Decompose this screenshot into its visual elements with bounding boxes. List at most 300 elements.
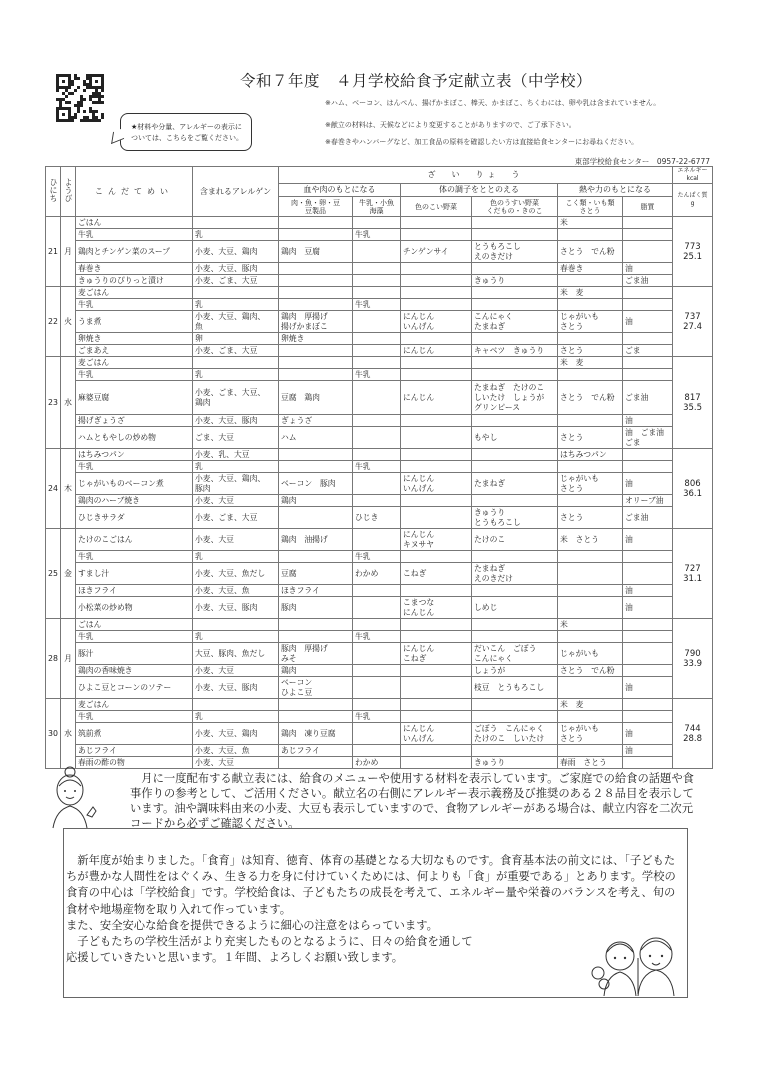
milk-smallfish-seaweed-cell bbox=[353, 241, 401, 263]
grain-potato-sugar-cell: 春雨 さとう bbox=[558, 757, 623, 769]
menu-name-cell: 牛乳 bbox=[76, 551, 193, 563]
dark-vegetable-cell: こまつな にんじん bbox=[401, 597, 472, 619]
header-dark-veg: 色のこい野菜 bbox=[401, 197, 472, 217]
center-contact: 東部学校給食センター 0957-22-6777 bbox=[574, 157, 710, 166]
dark-vegetable-cell: チンゲンサイ bbox=[401, 241, 472, 263]
meat-fish-egg-bean-cell: ベーコン ひよこ豆 bbox=[279, 677, 353, 699]
meat-fish-egg-bean-cell bbox=[279, 287, 353, 299]
light-vegetable-cell: とうもろこし えのきだけ bbox=[472, 241, 558, 263]
dark-vegetable-cell bbox=[401, 665, 472, 677]
menu-name-cell: すまし汁 bbox=[76, 563, 193, 585]
milk-smallfish-seaweed-cell: 牛乳 bbox=[353, 369, 401, 381]
milk-smallfish-seaweed-cell bbox=[353, 745, 401, 757]
light-vegetable-cell bbox=[472, 217, 558, 229]
fat-cell: 油 bbox=[623, 677, 673, 699]
menu-name-cell: ごはん bbox=[76, 619, 193, 631]
table-row bbox=[46, 461, 713, 473]
fat-cell: 油 bbox=[623, 311, 673, 333]
milk-smallfish-seaweed-cell bbox=[353, 449, 401, 461]
allergen-cell: 小麦、ごま、大豆 bbox=[193, 275, 279, 287]
menu-name-cell: はちみつパン bbox=[76, 449, 193, 461]
menu-name-cell: 鶏肉の香味焼き bbox=[76, 665, 193, 677]
milk-smallfish-seaweed-cell bbox=[353, 585, 401, 597]
grain-potato-sugar-cell bbox=[558, 495, 623, 507]
light-vegetable-cell bbox=[472, 287, 558, 299]
weekday-cell: 月 bbox=[61, 619, 76, 699]
header-meat: 肉・魚・卵・豆 豆製品 bbox=[279, 197, 353, 217]
dark-vegetable-cell bbox=[401, 461, 472, 473]
meat-fish-egg-bean-cell: 鶏肉 bbox=[279, 665, 353, 677]
allergen-cell: 乳 bbox=[193, 229, 279, 241]
menu-name-cell: ほきフライ bbox=[76, 585, 193, 597]
grain-potato-sugar-cell: 米 さとう bbox=[558, 529, 623, 551]
fat-cell bbox=[623, 287, 673, 299]
milk-smallfish-seaweed-cell: 牛乳 bbox=[353, 631, 401, 643]
table-row bbox=[46, 333, 713, 345]
meat-fish-egg-bean-cell bbox=[279, 461, 353, 473]
grain-potato-sugar-cell bbox=[558, 461, 623, 473]
allergen-cell: 小麦、大豆、魚だし bbox=[193, 563, 279, 585]
grain-potato-sugar-cell: じゃがいも さとう bbox=[558, 311, 623, 333]
milk-smallfish-seaweed-cell bbox=[353, 643, 401, 665]
note-3: ※春巻きやハンバーグなど、加工食品の原料を確認したい方は直接給食センターにお尋ねください。 bbox=[325, 138, 639, 146]
dark-vegetable-cell bbox=[401, 427, 472, 449]
light-vegetable-cell: きゅうり bbox=[472, 757, 558, 769]
light-vegetable-cell: こんにゃく たまねぎ bbox=[472, 311, 558, 333]
header-day: ひにち bbox=[46, 167, 61, 217]
table-row bbox=[46, 229, 713, 241]
allergen-cell: 小麦、大豆 bbox=[193, 529, 279, 551]
milk-smallfish-seaweed-cell bbox=[353, 427, 401, 449]
milk-smallfish-seaweed-cell bbox=[353, 381, 401, 415]
energy-protein-cell bbox=[673, 699, 713, 769]
allergen-cell bbox=[193, 357, 279, 369]
table-row bbox=[46, 631, 713, 643]
menu-name-cell: 卵焼き bbox=[76, 333, 193, 345]
allergen-cell: 大豆、豚肉、魚だし bbox=[193, 643, 279, 665]
light-vegetable-cell: たまねぎ えのきだけ bbox=[472, 563, 558, 585]
light-vegetable-cell bbox=[472, 699, 558, 711]
dark-vegetable-cell bbox=[401, 711, 472, 723]
allergy-message: 月に一度配布する献立表には、給食のメニューや使用する材料を表示しています。ご家庭での給食の話題や食事作りの参考として、ご活用ください。献立名の右側にアレルギー表示義務及び推奨のある２８品目を表示しています。油や調味料由来の小麦、大豆も表示していますので、食物アレルギーがある場合は、献立内容を二次元コードから必ずご確認ください。 bbox=[130, 772, 694, 830]
protein-value: 27.4 bbox=[683, 321, 702, 332]
note-1: ※ハム、ベーコン、はんぺん、揚げかまぼこ、棒天、かまぼこ、ちくわには、卵や乳は含まれていません。 bbox=[325, 99, 661, 107]
grain-potato-sugar-cell: 米 麦 bbox=[558, 357, 623, 369]
table-row bbox=[46, 643, 713, 665]
energy-protein-cell bbox=[673, 619, 713, 699]
fat-cell bbox=[623, 299, 673, 311]
meat-fish-egg-bean-cell bbox=[279, 299, 353, 311]
meat-fish-egg-bean-cell bbox=[279, 551, 353, 563]
protein-value: 28.8 bbox=[683, 733, 702, 744]
milk-smallfish-seaweed-cell: 牛乳 bbox=[353, 551, 401, 563]
fat-cell: 油 bbox=[623, 263, 673, 275]
menu-name-cell: ひじきサラダ bbox=[76, 507, 193, 529]
fat-cell bbox=[623, 229, 673, 241]
table-row bbox=[46, 585, 713, 597]
table-row bbox=[46, 677, 713, 699]
dark-vegetable-cell: にんじん こねぎ bbox=[401, 643, 472, 665]
fat-cell bbox=[623, 631, 673, 643]
light-vegetable-cell: ごぼう こんにゃく たけのこ しいたけ bbox=[472, 723, 558, 745]
grain-potato-sugar-cell bbox=[558, 299, 623, 311]
table-row bbox=[46, 357, 713, 369]
light-vegetable-cell: たまねぎ たけのこ しいたけ しょうが グリンピース bbox=[472, 381, 558, 415]
milk-smallfish-seaweed-cell bbox=[353, 699, 401, 711]
day-cell: 22 bbox=[46, 287, 61, 357]
header-group-blood: 血や肉のもとになる bbox=[279, 184, 401, 197]
table-row bbox=[46, 711, 713, 723]
menu-name-cell: たけのこごはん bbox=[76, 529, 193, 551]
allergen-cell: 小麦、大豆 bbox=[193, 495, 279, 507]
milk-smallfish-seaweed-cell: わかめ bbox=[353, 563, 401, 585]
dark-vegetable-cell bbox=[401, 275, 472, 287]
meat-fish-egg-bean-cell: 豚肉 厚揚げ みそ bbox=[279, 643, 353, 665]
table-row bbox=[46, 415, 713, 427]
fat-cell bbox=[623, 333, 673, 345]
menu-name-cell: きゅうりのぴりっと漬け bbox=[76, 275, 193, 287]
light-vegetable-cell bbox=[472, 369, 558, 381]
meat-fish-egg-bean-cell: ぎょうざ bbox=[279, 415, 353, 427]
light-vegetable-cell bbox=[472, 619, 558, 631]
dark-vegetable-cell bbox=[401, 631, 472, 643]
meat-fish-egg-bean-cell: 卵焼き bbox=[279, 333, 353, 345]
table-row bbox=[46, 449, 713, 461]
fat-cell bbox=[623, 551, 673, 563]
energy-value: 737 bbox=[684, 311, 701, 322]
dark-vegetable-cell bbox=[401, 357, 472, 369]
allergen-cell bbox=[193, 619, 279, 631]
table-row bbox=[46, 495, 713, 507]
milk-smallfish-seaweed-cell: 牛乳 bbox=[353, 229, 401, 241]
menu-name-cell: 小松菜の炒め物 bbox=[76, 597, 193, 619]
energy-protein-cell bbox=[673, 529, 713, 619]
milk-smallfish-seaweed-cell bbox=[353, 345, 401, 357]
grain-potato-sugar-cell bbox=[558, 711, 623, 723]
menu-name-cell: 牛乳 bbox=[76, 229, 193, 241]
allergen-cell: 小麦、大豆 bbox=[193, 757, 279, 769]
milk-smallfish-seaweed-cell bbox=[353, 263, 401, 275]
table-row bbox=[46, 723, 713, 745]
energy-value: 790 bbox=[684, 648, 701, 659]
allergen-cell: 小麦、大豆、鶏肉、 豚肉 bbox=[193, 473, 279, 495]
day-cell: 23 bbox=[46, 357, 61, 449]
allergen-cell: ごま、大豆 bbox=[193, 427, 279, 449]
meat-fish-egg-bean-cell: 鶏肉 豆腐 bbox=[279, 241, 353, 263]
dark-vegetable-cell: にんじん いんげん bbox=[401, 723, 472, 745]
light-vegetable-cell bbox=[472, 585, 558, 597]
meat-fish-egg-bean-cell bbox=[279, 699, 353, 711]
light-vegetable-cell bbox=[472, 495, 558, 507]
grain-potato-sugar-cell: 米 麦 bbox=[558, 287, 623, 299]
light-vegetable-cell bbox=[472, 229, 558, 241]
light-vegetable-cell bbox=[472, 551, 558, 563]
milk-smallfish-seaweed-cell bbox=[353, 529, 401, 551]
header-group-condition: 体の調子をととのえる bbox=[401, 184, 558, 197]
milk-smallfish-seaweed-cell: ひじき bbox=[353, 507, 401, 529]
day-cell: 30 bbox=[46, 699, 61, 769]
dark-vegetable-cell: にんじん bbox=[401, 345, 472, 357]
header-group-energy: 熱や力のもとになる bbox=[558, 184, 673, 197]
grain-potato-sugar-cell: 米 bbox=[558, 217, 623, 229]
fat-cell: ごま油 bbox=[623, 275, 673, 287]
allergen-cell: 乳 bbox=[193, 299, 279, 311]
meat-fish-egg-bean-cell bbox=[279, 619, 353, 631]
menu-name-cell: ごまあえ bbox=[76, 345, 193, 357]
greeting-paragraph: また、安全安心な給食を提供できるように細心の注意をはらっています。 bbox=[66, 918, 438, 932]
nutritionist-illustration-icon bbox=[43, 760, 128, 830]
grain-potato-sugar-cell: じゃがいも さとう bbox=[558, 473, 623, 495]
milk-smallfish-seaweed-cell: 牛乳 bbox=[353, 711, 401, 723]
milk-smallfish-seaweed-cell bbox=[353, 275, 401, 287]
menu-name-cell: 麻婆豆腐 bbox=[76, 381, 193, 415]
fat-cell bbox=[623, 461, 673, 473]
header-grain: こく類・いも類 さとう bbox=[558, 197, 623, 217]
allergen-cell: 乳 bbox=[193, 461, 279, 473]
menu-name-cell: 麦ごはん bbox=[76, 357, 193, 369]
fat-cell: ごま油 bbox=[623, 507, 673, 529]
menu-name-cell: 筑前煮 bbox=[76, 723, 193, 745]
light-vegetable-cell bbox=[472, 415, 558, 427]
allergen-cell: 小麦、大豆、豚肉 bbox=[193, 677, 279, 699]
allergen-cell: 卵 bbox=[193, 333, 279, 345]
dark-vegetable-cell bbox=[401, 449, 472, 461]
light-vegetable-cell bbox=[472, 461, 558, 473]
meat-fish-egg-bean-cell bbox=[279, 369, 353, 381]
fat-cell bbox=[623, 241, 673, 263]
light-vegetable-cell bbox=[472, 333, 558, 345]
meat-fish-egg-bean-cell bbox=[279, 229, 353, 241]
meat-fish-egg-bean-cell: 鶏肉 凍り豆腐 bbox=[279, 723, 353, 745]
qr-module bbox=[101, 119, 104, 122]
day-cell: 21 bbox=[46, 217, 61, 287]
fat-cell bbox=[623, 643, 673, 665]
grain-potato-sugar-cell bbox=[558, 745, 623, 757]
dark-vegetable-cell: にんじん キヌサヤ bbox=[401, 529, 472, 551]
meat-fish-egg-bean-cell: ほきフライ bbox=[279, 585, 353, 597]
menu-name-cell: 牛乳 bbox=[76, 461, 193, 473]
menu-name-cell: 春巻き bbox=[76, 263, 193, 275]
table-row bbox=[46, 369, 713, 381]
milk-smallfish-seaweed-cell bbox=[353, 217, 401, 229]
protein-value: 35.5 bbox=[683, 402, 702, 413]
menu-name-cell: 春雨の酢の物 bbox=[76, 757, 193, 769]
fat-cell bbox=[623, 357, 673, 369]
allergen-cell: 乳 bbox=[193, 551, 279, 563]
grain-potato-sugar-cell: さとう でん粉 bbox=[558, 241, 623, 263]
grain-potato-sugar-cell: さとう でん粉 bbox=[558, 665, 623, 677]
header-protein: たんぱく質 g bbox=[673, 184, 713, 217]
grain-potato-sugar-cell: さとう bbox=[558, 345, 623, 357]
light-vegetable-cell: キャベツ きゅうり bbox=[472, 345, 558, 357]
milk-smallfish-seaweed-cell bbox=[353, 619, 401, 631]
dark-vegetable-cell bbox=[401, 415, 472, 427]
energy-protein-cell bbox=[673, 287, 713, 357]
dark-vegetable-cell bbox=[401, 699, 472, 711]
meat-fish-egg-bean-cell: 鶏肉 bbox=[279, 495, 353, 507]
table-row bbox=[46, 275, 713, 287]
fat-cell bbox=[623, 619, 673, 631]
dark-vegetable-cell bbox=[401, 495, 472, 507]
menu-name-cell: じゃがいものベーコン煮 bbox=[76, 473, 193, 495]
allergen-cell bbox=[193, 217, 279, 229]
menu-table bbox=[45, 166, 713, 769]
header-ingredients: ざ い りょ う bbox=[279, 167, 673, 184]
grain-potato-sugar-cell: はちみつパン bbox=[558, 449, 623, 461]
weekday-cell: 木 bbox=[61, 449, 76, 529]
allergen-cell: 小麦、大豆、豚肉 bbox=[193, 263, 279, 275]
grain-potato-sugar-cell bbox=[558, 229, 623, 241]
table-row bbox=[46, 427, 713, 449]
milk-smallfish-seaweed-cell bbox=[353, 333, 401, 345]
milk-smallfish-seaweed-cell: わかめ bbox=[353, 757, 401, 769]
fat-cell bbox=[623, 711, 673, 723]
fat-cell bbox=[623, 449, 673, 461]
table-row bbox=[46, 299, 713, 311]
menu-name-cell: あじフライ bbox=[76, 745, 193, 757]
light-vegetable-cell bbox=[472, 631, 558, 643]
protein-value: 25.1 bbox=[683, 251, 702, 262]
milk-smallfish-seaweed-cell bbox=[353, 415, 401, 427]
allergen-cell bbox=[193, 287, 279, 299]
allergen-cell bbox=[193, 699, 279, 711]
fat-cell: 油 bbox=[623, 597, 673, 619]
grain-potato-sugar-cell: 米 bbox=[558, 619, 623, 631]
qr-code[interactable] bbox=[56, 74, 104, 122]
grain-potato-sugar-cell: じゃがいも さとう bbox=[558, 723, 623, 745]
allergen-cell: 小麦、ごま、大豆 bbox=[193, 507, 279, 529]
light-vegetable-cell: しめじ bbox=[472, 597, 558, 619]
menu-name-cell: 揚げぎょうざ bbox=[76, 415, 193, 427]
light-vegetable-cell: たけのこ bbox=[472, 529, 558, 551]
dark-vegetable-cell bbox=[401, 745, 472, 757]
energy-value: 817 bbox=[684, 392, 701, 403]
light-vegetable-cell bbox=[472, 299, 558, 311]
meat-fish-egg-bean-cell bbox=[279, 275, 353, 287]
table-row bbox=[46, 529, 713, 551]
grain-potato-sugar-cell: さとう でん粉 bbox=[558, 381, 623, 415]
grain-potato-sugar-cell: じゃがいも bbox=[558, 643, 623, 665]
allergen-cell: 小麦、大豆、魚 bbox=[193, 745, 279, 757]
grain-potato-sugar-cell: さとう bbox=[558, 427, 623, 449]
menu-name-cell: うま煮 bbox=[76, 311, 193, 333]
fat-cell bbox=[623, 369, 673, 381]
energy-protein-cell bbox=[673, 217, 713, 287]
grain-potato-sugar-cell bbox=[558, 677, 623, 699]
light-vegetable-cell bbox=[472, 357, 558, 369]
grain-potato-sugar-cell bbox=[558, 551, 623, 563]
fat-cell bbox=[623, 665, 673, 677]
dark-vegetable-cell bbox=[401, 287, 472, 299]
energy-protein-cell bbox=[673, 357, 713, 449]
dark-vegetable-cell: にんじん いんげん bbox=[401, 311, 472, 333]
menu-name-cell: ひよこ豆とコーンのソテー bbox=[76, 677, 193, 699]
grain-potato-sugar-cell bbox=[558, 563, 623, 585]
meat-fish-egg-bean-cell: 鶏肉 厚揚げ 揚げかまぼこ bbox=[279, 311, 353, 333]
note-2: ※献立の材料は、天候などにより変更することがありますので、ご了承下さい。 bbox=[325, 121, 576, 129]
milk-smallfish-seaweed-cell bbox=[353, 723, 401, 745]
dark-vegetable-cell bbox=[401, 263, 472, 275]
dark-vegetable-cell bbox=[401, 619, 472, 631]
header-fat: 脂質 bbox=[623, 197, 673, 217]
weekday-cell: 月 bbox=[61, 217, 76, 287]
weekday-cell: 水 bbox=[61, 699, 76, 769]
fat-cell: 油 bbox=[623, 745, 673, 757]
meat-fish-egg-bean-cell bbox=[279, 217, 353, 229]
energy-value: 773 bbox=[684, 241, 701, 252]
header-energy: エネルギー kcal bbox=[673, 167, 713, 184]
table-row bbox=[46, 241, 713, 263]
meat-fish-egg-bean-cell: 豆腐 鶏肉 bbox=[279, 381, 353, 415]
milk-smallfish-seaweed-cell bbox=[353, 311, 401, 333]
grain-potato-sugar-cell: 春巻き bbox=[558, 263, 623, 275]
menu-name-cell: 豚汁 bbox=[76, 643, 193, 665]
table-row bbox=[46, 745, 713, 757]
weekday-cell: 火 bbox=[61, 287, 76, 357]
fat-cell: 油 bbox=[623, 585, 673, 597]
milk-smallfish-seaweed-cell bbox=[353, 357, 401, 369]
weekday-cell: 金 bbox=[61, 529, 76, 619]
meat-fish-egg-bean-cell bbox=[279, 449, 353, 461]
allergen-cell: 乳 bbox=[193, 711, 279, 723]
allergen-cell: 小麦、大豆、鶏肉 bbox=[193, 723, 279, 745]
table-row bbox=[46, 563, 713, 585]
fat-cell: 油 bbox=[623, 723, 673, 745]
header-menu: こんだてめい bbox=[76, 167, 193, 217]
grain-potato-sugar-cell bbox=[558, 585, 623, 597]
protein-value: 33.9 bbox=[683, 658, 702, 669]
fat-cell bbox=[623, 757, 673, 769]
fat-cell: 油 ごま油 ごま bbox=[623, 427, 673, 449]
menu-name-cell: 麦ごはん bbox=[76, 699, 193, 711]
light-vegetable-cell: きゅうり bbox=[472, 275, 558, 287]
light-vegetable-cell bbox=[472, 711, 558, 723]
greeting-paragraph: 応援していきたいと思います。１年間、よろしくお願い致します。 bbox=[66, 951, 404, 965]
header-allergen: 含まれるアレルゲン bbox=[193, 167, 279, 217]
milk-smallfish-seaweed-cell: 牛乳 bbox=[353, 299, 401, 311]
milk-smallfish-seaweed-cell bbox=[353, 287, 401, 299]
fat-cell: 油 bbox=[623, 529, 673, 551]
fat-cell: ごま油 bbox=[623, 381, 673, 415]
table-row bbox=[46, 381, 713, 415]
students-illustration-icon bbox=[590, 928, 690, 996]
dark-vegetable-cell bbox=[401, 507, 472, 529]
dark-vegetable-cell bbox=[401, 585, 472, 597]
dark-vegetable-cell: こねぎ bbox=[401, 563, 472, 585]
fat-cell bbox=[623, 217, 673, 229]
meat-fish-egg-bean-cell bbox=[279, 345, 353, 357]
meat-fish-egg-bean-cell: 豆腐 bbox=[279, 563, 353, 585]
menu-name-cell: ごはん bbox=[76, 217, 193, 229]
energy-value: 806 bbox=[684, 478, 701, 489]
day-cell: 28 bbox=[46, 619, 61, 699]
allergen-cell: 小麦、ごま、大豆、 鶏肉 bbox=[193, 381, 279, 415]
dark-vegetable-cell bbox=[401, 369, 472, 381]
protein-value: 31.1 bbox=[683, 573, 702, 584]
greeting-paragraph: 新年度が始まりました。「食育」は知育、徳育、体育の基礎となる大切なものです。食育基本法の前文には、「子どもたちが豊かな人間性をはぐくみ、生きる力を身に付けていくためには、何よりも「食」が重要である」とあります。学校の食育の中心は「学校給食」です。学校給食は、子どもたちの成長を考えて、エネルギー量や栄養のバランスを考え、旬の食材や地場産物を取り入れて作っています。 bbox=[66, 854, 676, 916]
light-vegetable-cell bbox=[472, 745, 558, 757]
grain-potato-sugar-cell bbox=[558, 275, 623, 287]
meat-fish-egg-bean-cell bbox=[279, 263, 353, 275]
meat-fish-egg-bean-cell bbox=[279, 757, 353, 769]
menu-name-cell: ハムともやしの炒め物 bbox=[76, 427, 193, 449]
meat-fish-egg-bean-cell bbox=[279, 711, 353, 723]
dark-vegetable-cell bbox=[401, 757, 472, 769]
allergen-cell: 乳 bbox=[193, 631, 279, 643]
table-row bbox=[46, 699, 713, 711]
fat-cell bbox=[623, 563, 673, 585]
dark-vegetable-cell bbox=[401, 217, 472, 229]
